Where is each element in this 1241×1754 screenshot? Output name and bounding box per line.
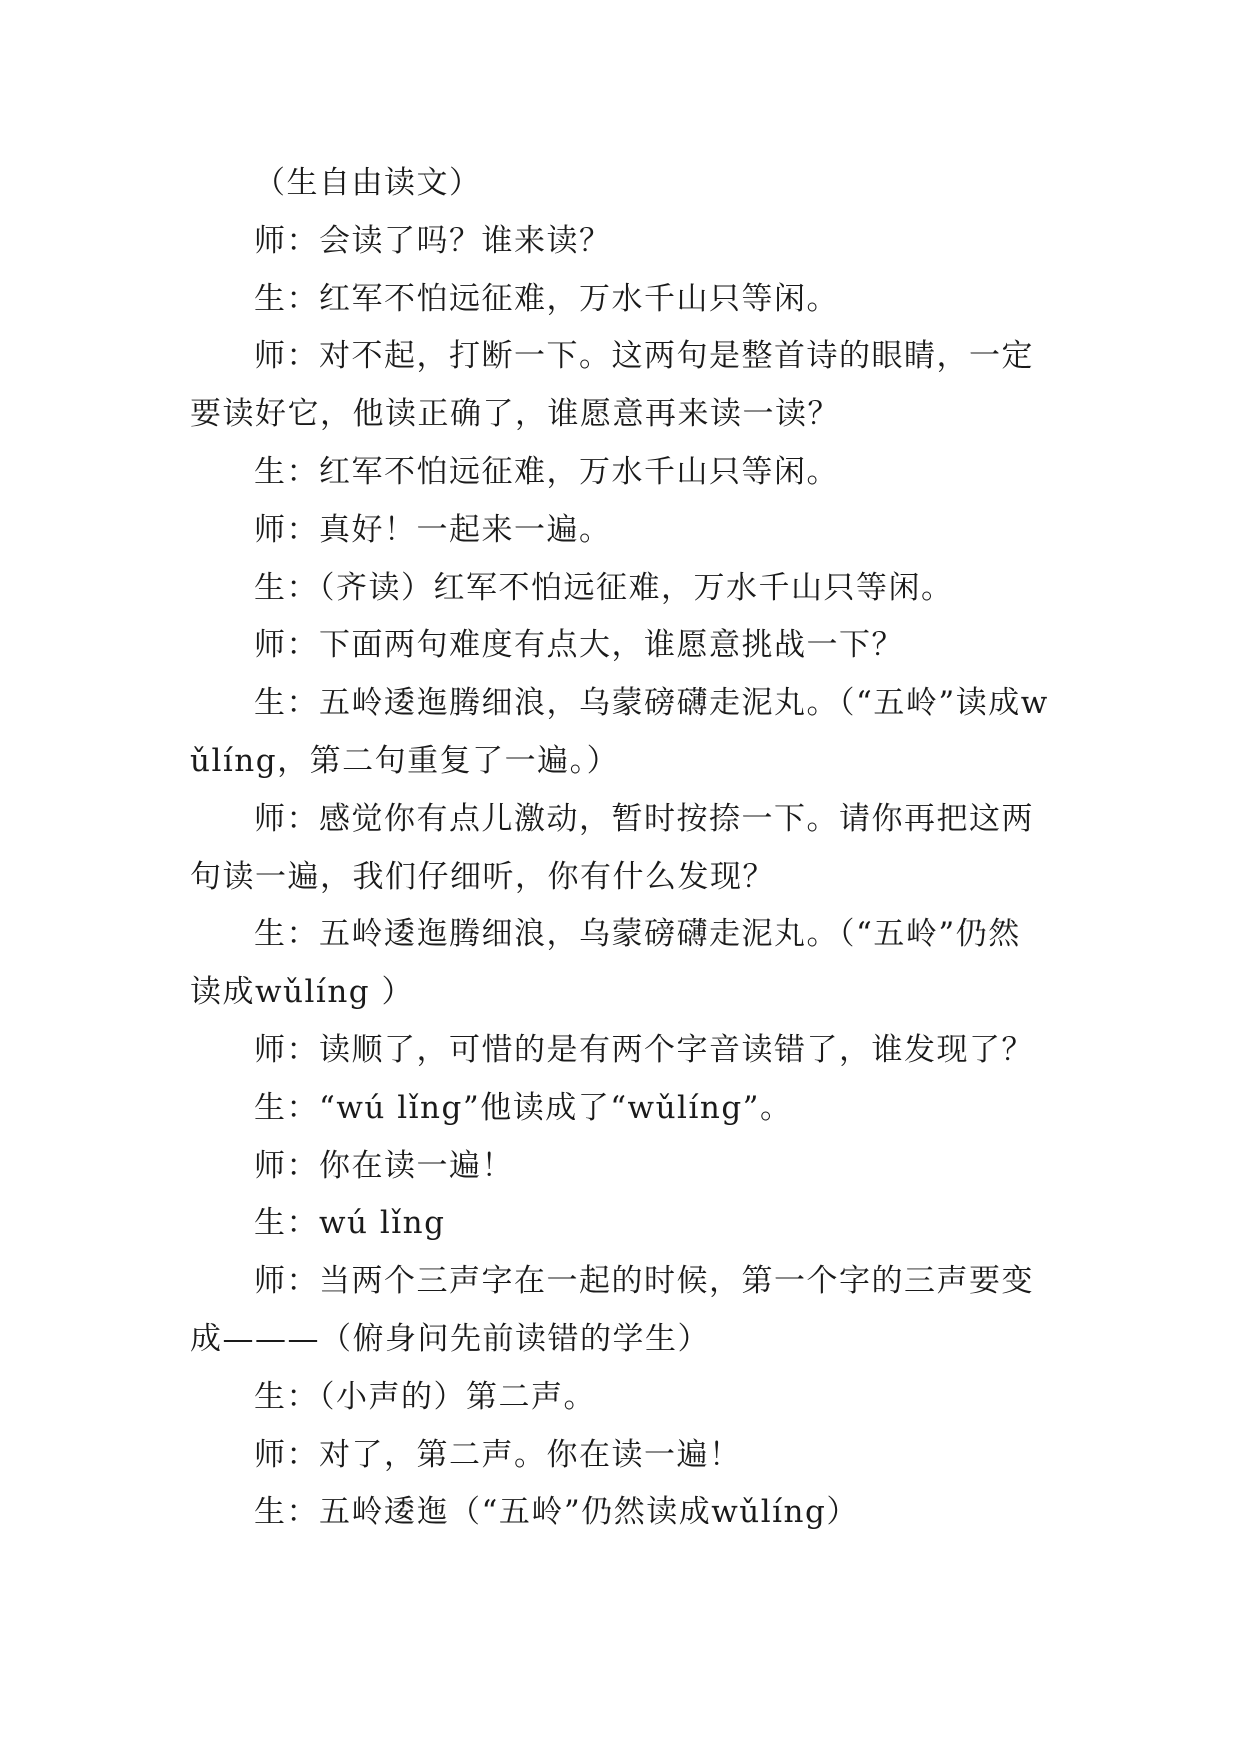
paragraph: 生：（小声的）第二声。 — [254, 1378, 596, 1415]
paragraph: 生：五岭逶迤（“五岭”仍然读成wǔlíng） — [254, 1494, 859, 1531]
paragraph: 师：对不起，打断一下。这两句是整首诗的眼睛，一定要读好它，他读正确了，谁愿意再来读一读？ — [190, 338, 1034, 433]
paragraph: 师：对了，第二声。你在读一遍！ — [254, 1436, 742, 1473]
paragraph: 生：五岭逶迤腾细浪，乌蒙磅礴走泥丸。（“五岭”仍然读成wǔlíng ） — [190, 916, 1021, 1011]
paragraph: 师：当两个三声字在一起的时候，第一个字的三声要变成———（俯身问先前读错的学生） — [190, 1263, 1034, 1357]
paragraph: 师：你在读一遍！ — [254, 1147, 514, 1184]
paragraph: 生：“wú lǐng”他读成了“wǔlíng”。 — [254, 1089, 793, 1126]
paragraph: 生：（齐读）红军不怕远征难，万水千山只等闲。 — [254, 569, 954, 606]
paragraph: 师：会读了吗？谁来读？ — [254, 222, 612, 259]
paragraph: （生自由读文） — [254, 165, 482, 201]
paragraph: 师：感觉你有点儿激动，暂时按捺一下。请你再把这两句读一遍，我们仔细听，你有什么发现？ — [190, 800, 1034, 895]
paragraph: 生：红军不怕远征难，万水千山只等闲。 — [254, 453, 839, 490]
paragraph: 师：下面两句难度有点大，谁愿意挑战一下？ — [254, 627, 904, 664]
paragraph: 生：五岭逶迤腾细浪，乌蒙磅礴走泥丸。（“五岭”读成wǔlíng，第二句重复了一遍。） — [190, 685, 1049, 779]
paragraph: 师：真好！一起来一遍。 — [254, 511, 612, 548]
paragraph: 生：wú lǐng — [254, 1205, 446, 1242]
paragraph: 师：读顺了，可惜的是有两个字音读错了，谁发现了？ — [254, 1031, 1034, 1068]
document-body — [190, 155, 1050, 1542]
paragraph: 生：红军不怕远征难，万水千山只等闲。 — [254, 280, 839, 317]
